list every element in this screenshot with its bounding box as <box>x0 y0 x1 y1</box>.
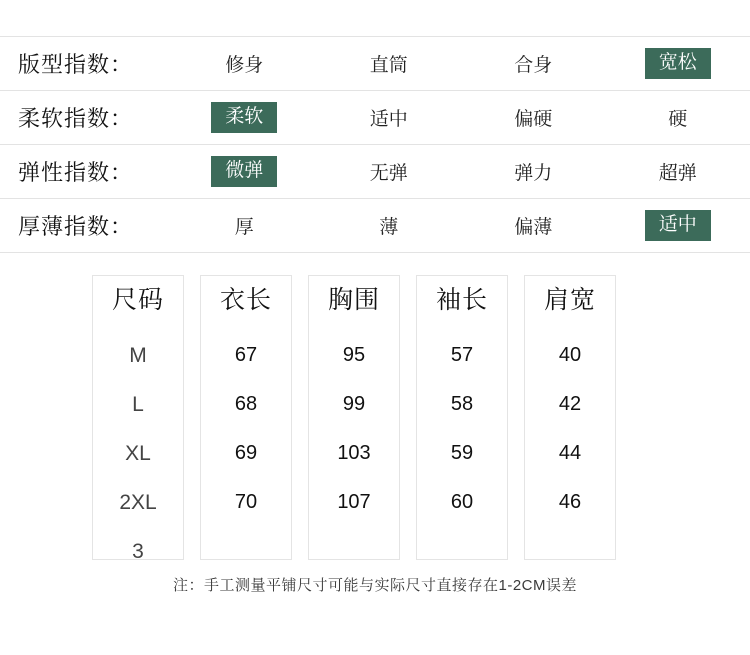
size-cell: 68 <box>234 393 258 415</box>
index-option-fit-2[interactable] <box>461 50 606 77</box>
index-options-thickness <box>172 199 750 252</box>
index-option-softness-0[interactable] <box>172 102 317 133</box>
size-cell: 59 <box>450 442 474 464</box>
index-option-thickness-3[interactable] <box>606 210 750 241</box>
index-option-label: 弹力 <box>514 163 553 184</box>
index-option-label: 薄 <box>379 217 399 238</box>
size-cell: 57 <box>450 344 474 366</box>
size-cell: 95 <box>342 344 366 366</box>
size-column-header: 胸围 <box>327 286 380 314</box>
index-label-fit: 版型指数： <box>18 52 134 77</box>
index-options-elasticity <box>172 145 750 198</box>
index-option-label: 偏薄 <box>514 217 553 238</box>
index-option-label: 直筒 <box>369 55 408 76</box>
size-cell: M <box>129 344 147 367</box>
size-column-shoulder <box>524 275 616 560</box>
size-cell: 42 <box>558 393 582 415</box>
size-cell: 40 <box>558 344 582 366</box>
index-option-elasticity-3[interactable] <box>606 158 750 185</box>
index-row-softness <box>0 91 750 145</box>
index-option-label: 硬 <box>668 109 688 130</box>
index-option-label: 合身 <box>514 55 553 76</box>
size-column-bust <box>308 275 400 560</box>
index-option-fit-0[interactable] <box>172 50 317 77</box>
index-option-softness-2[interactable] <box>461 104 606 131</box>
index-option-label: 超弹 <box>658 163 697 184</box>
index-option-label-selected: 柔软 <box>211 102 277 133</box>
measurement-note: 注：手工测量平铺尺寸可能与实际尺寸直接存在1-2CM误差 <box>172 577 577 594</box>
index-option-thickness-1[interactable] <box>317 212 462 239</box>
size-cell: 46 <box>558 491 582 513</box>
index-option-label: 无弹 <box>369 163 408 184</box>
index-option-label: 适中 <box>369 109 408 130</box>
index-option-label: 修身 <box>225 55 264 76</box>
size-cell: 107 <box>337 491 371 513</box>
index-option-elasticity-2[interactable] <box>461 158 606 185</box>
size-cell: 103 <box>337 442 371 464</box>
size-cell: 44 <box>558 442 582 464</box>
index-options-softness <box>172 91 750 144</box>
index-option-label: 偏硬 <box>514 109 553 130</box>
index-row-fit <box>0 36 750 91</box>
index-options-fit <box>172 37 750 90</box>
index-option-label: 厚 <box>234 217 254 238</box>
index-option-elasticity-0[interactable] <box>172 156 317 187</box>
index-label-elasticity: 弹性指数： <box>18 160 134 185</box>
index-option-elasticity-1[interactable] <box>317 158 462 185</box>
index-option-softness-1[interactable] <box>317 104 462 131</box>
size-cell-faded: 3 <box>132 540 144 563</box>
size-column-header: 肩宽 <box>543 286 596 314</box>
index-option-label-selected: 适中 <box>645 210 711 241</box>
size-cell: L <box>132 393 144 416</box>
size-cell: 70 <box>234 491 258 513</box>
index-section <box>0 0 750 253</box>
index-option-thickness-2[interactable] <box>461 212 606 239</box>
index-option-label-selected: 微弹 <box>211 156 277 187</box>
index-option-fit-3[interactable] <box>606 48 750 79</box>
size-column-header: 袖长 <box>435 286 488 314</box>
size-column-size <box>92 275 184 563</box>
size-cell: 60 <box>450 491 474 513</box>
size-cell: XL <box>125 442 151 465</box>
size-cell: 2XL <box>119 491 157 514</box>
index-row-elasticity <box>0 145 750 199</box>
size-column-length <box>200 275 292 560</box>
index-label-softness: 柔软指数： <box>18 106 134 131</box>
size-column-header: 尺码 <box>111 286 164 314</box>
size-table <box>0 275 750 563</box>
index-row-thickness <box>0 199 750 253</box>
index-label-thickness: 厚薄指数： <box>18 214 134 239</box>
index-option-label-selected: 宽松 <box>645 48 711 79</box>
size-cell: 99 <box>342 393 366 415</box>
size-column-header: 衣长 <box>219 286 272 314</box>
index-option-softness-3[interactable] <box>606 104 750 131</box>
size-cell: 67 <box>234 344 258 366</box>
size-column-sleeve <box>416 275 508 560</box>
size-cell: 58 <box>450 393 474 415</box>
index-option-fit-1[interactable] <box>317 50 462 77</box>
index-option-thickness-0[interactable] <box>172 212 317 239</box>
size-cell: 69 <box>234 442 258 464</box>
